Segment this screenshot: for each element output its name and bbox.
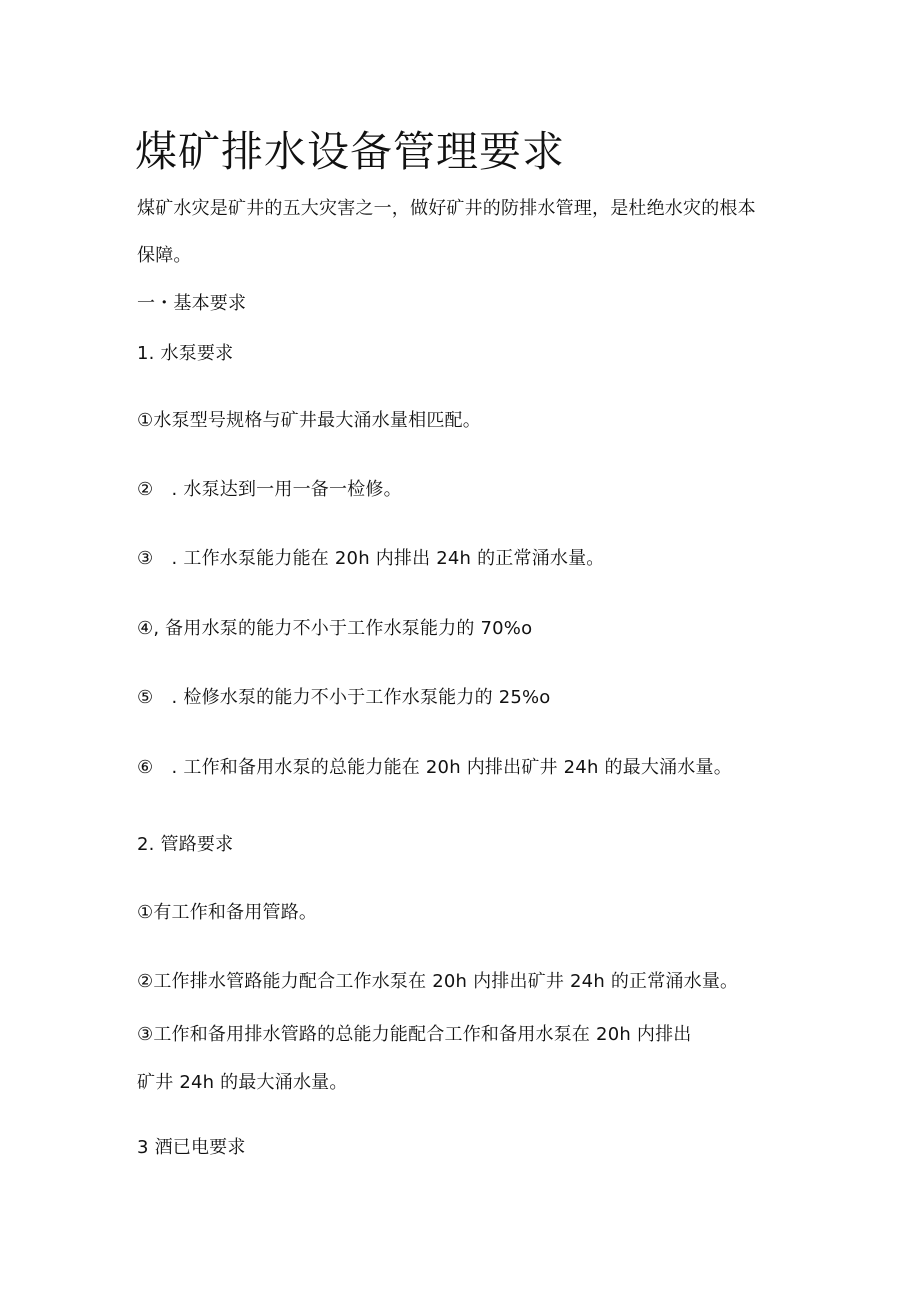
pump-requirement-item: ①水泵型号规格与矿井最大涌水量相匹配。 xyxy=(137,410,481,431)
document-title: 煤矿排水设备管理要求 xyxy=(135,127,566,176)
intro-paragraph-line-2: 保障。 xyxy=(137,245,192,266)
pump-requirement-item: ⑤ . 检修水泵的能力不小于工作水泵能力的 25%o xyxy=(137,687,551,708)
pipe-requirement-item: ③工作和备用排水管路的总能力能配合工作和备用水泵在 20h 内排出 xyxy=(137,1024,692,1045)
pump-requirement-item: ⑥ . 工作和备用水泵的总能力能在 20h 内排出矿井 24h 的最大涌水量。 xyxy=(137,757,732,778)
subsection-heading-power: 3 酒已电要求 xyxy=(137,1137,246,1158)
pump-requirement-item: ② . 水泵达到一用一备一检修。 xyxy=(137,479,402,500)
pump-requirement-item: ④, 备用水泵的能力不小于工作水泵能力的 70%o xyxy=(137,618,533,639)
intro-paragraph-line-1: 煤矿水灾是矿井的五大灾害之一，做好矿井的防排水管理，是杜绝水灾的根本 xyxy=(137,198,756,219)
subsection-heading-pump: 1. 水泵要求 xyxy=(137,343,234,364)
section-heading-basic-requirements: 一・基本要求 xyxy=(137,293,247,314)
pump-requirement-item: ③ . 工作水泵能力能在 20h 内排出 24h 的正常涌水量。 xyxy=(137,548,605,569)
pipe-requirement-item: ②工作排水管路能力配合工作水泵在 20h 内排出矿井 24h 的正常涌水量。 xyxy=(137,971,739,992)
subsection-heading-pipe: 2. 管路要求 xyxy=(137,834,234,855)
pipe-requirement-item: ①有工作和备用管路。 xyxy=(137,902,318,923)
pipe-requirement-item-continuation: 矿井 24h 的最大涌水量。 xyxy=(137,1072,348,1093)
